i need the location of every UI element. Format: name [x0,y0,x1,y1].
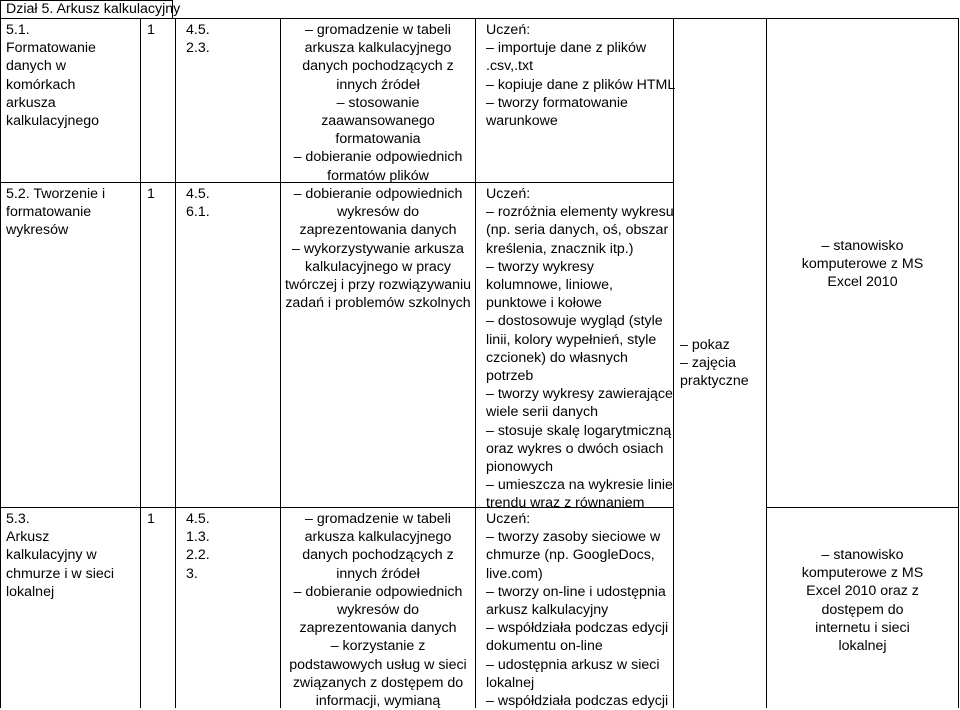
code-cell [186,185,210,221]
outcomes-line: punktowe i kołowe [486,295,602,312]
content-line: formatowania [335,131,421,148]
outcomes-line: kreślenia, znacznik itp.) [486,240,634,257]
outcomes-cell [486,510,668,710]
outcomes-line: potrzeb [486,368,534,385]
outcomes-line: linii, kolory wypełnień, style [486,331,657,348]
code-line: 1.3. [186,529,210,546]
topic-cell [6,21,99,130]
topic-line: wykresów [6,222,69,239]
methods-cell [680,336,749,391]
topic-line: formatowanie [6,204,92,221]
outcomes-line: kolumnowe, liniowe, [486,277,613,294]
topic-line: Formatowanie [6,40,96,57]
content-cell [281,185,475,312]
outcomes-line: wiele serii danych [486,404,598,421]
hours-cell: 1 [147,22,155,38]
methods-line: – zajęcia [680,355,736,372]
content-line: – dobieranie odpowiednich [293,186,463,202]
topic-line: 5.3. [6,511,30,527]
content-line: – dobieranie odpowiednich [293,149,463,166]
grid-line [140,18,141,708]
topic-line: 5.1. [6,22,30,38]
content-line: innych źródeł [336,565,420,582]
topic-line: kalkulacyjnego [6,113,100,130]
resources-line: dostępem do [821,601,904,618]
content-line: informacji, wymianą [315,693,441,710]
outcomes-line: trendu wraz z równaniem [486,495,645,512]
content-line: – dobieranie odpowiednich [293,583,463,600]
methods-line: praktyczne [680,373,749,390]
code-cell [186,510,210,583]
section-header: Dział 5. Arkusz kalkulacyjny [6,1,181,17]
code-line: 4.5. [186,186,210,202]
code-line: 3. [186,565,198,582]
grid-line [766,507,959,508]
topic-cell [6,185,105,240]
resources-line: lokalnej [838,638,887,655]
outcomes-line: – tworzy formatowanie [486,94,628,111]
outcomes-line: – importuje dane z plików [486,40,647,57]
topic-line: danych w [6,58,66,75]
content-line: związanych z dostępem do [292,674,464,691]
code-cell [186,21,210,57]
resources-line: Excel 2010 oraz z [806,583,919,600]
resources-cell [767,546,958,655]
outcomes-line: – współdziała podczas edycji [486,693,669,710]
outcomes-line: arkusz kalkulacyjny [486,602,609,619]
content-cell [281,21,475,185]
content-line: arkusza kalkulacyjnego [304,40,452,57]
resources-line: komputerowe z MS [801,256,924,273]
content-line: twórczej i przy rozwiązywaniu [284,277,472,294]
topic-line: Arkusz [6,529,50,546]
content-line: zaprezentowania danych [299,620,457,637]
code-line: 2.2. [186,547,210,564]
code-line: 6.1. [186,204,210,221]
content-line: – korzystanie z [330,638,426,655]
content-line: – stosowanie [336,94,420,111]
resources-line: internetu i sieci [815,619,910,636]
grid-line [0,0,1,708]
outcomes-line: czcionek) do własnych [486,349,628,366]
content-line: zadań i problemów szkolnych [285,295,471,312]
topic-line: chmurze i w sieci [6,565,115,582]
outcomes-line: Uczeń: [486,511,531,527]
outcomes-line: Uczeń: [486,186,531,202]
resources-line: komputerowe z MS [801,565,924,582]
content-line: innych źródeł [336,76,420,93]
outcomes-line: warunkowe [486,113,558,130]
hours-cell: 1 [147,511,155,527]
outcomes-line: – dostosowuje wygląd (style [486,313,663,330]
outcomes-cell [486,185,674,513]
hours-cell: 1 [147,186,155,202]
topic-line: komórkach [6,76,76,93]
outcomes-line: oraz wykres o dwóch osiach [486,440,664,457]
code-line: 4.5. [186,511,210,527]
content-line: zaawansowanego [321,113,435,130]
content-line: wykresów do [336,204,419,221]
content-line: arkusza kalkulacyjnego [304,529,452,546]
outcomes-line: chmurze (np. GoogleDocs, [486,547,655,564]
content-line: danych pochodzących z [302,58,454,75]
outcomes-line: – tworzy wykresy [486,258,594,275]
content-line: kalkulacyjnego w pracy [305,258,451,275]
topic-line: lokalnej [6,583,55,600]
outcomes-line: – tworzy zasoby sieciowe w [486,529,661,546]
outcomes-line: – stosuje skalę logarytmiczną [486,422,672,439]
resources-line: – stanowisko [821,547,904,563]
topic-line: 5.2. Tworzenie i [6,186,106,202]
outcomes-line: – kopiuje dane z plików HTML [486,76,676,93]
outcomes-cell [486,21,675,130]
code-line: 2.3. [186,40,210,57]
content-line: zaprezentowania danych [299,222,457,239]
outcomes-line: – tworzy wykresy zawierające [486,386,673,403]
topic-cell [6,510,114,601]
grid-line [175,18,176,708]
resources-cell [767,237,958,292]
methods-line: – pokaz [680,337,730,353]
grid-line [958,18,959,708]
outcomes-line: pionowych [486,459,554,476]
content-line: podstawowych usług w sieci [289,656,467,673]
outcomes-line: – tworzy on-line i udostępnia [486,583,666,600]
outcomes-line: – współdziała podczas edycji [486,620,669,637]
content-line: danych pochodzących z [302,547,454,564]
outcomes-line: – umieszcza na wykresie linie [486,477,673,494]
resources-line: – stanowisko [821,238,904,254]
outcomes-line: Uczeń: [486,22,531,38]
outcomes-line: live.com) [486,565,543,582]
outcomes-line: lokalnej [486,674,535,691]
outcomes-line: (np. seria danych, oś, obszar [486,222,669,239]
code-line: 4.5. [186,22,210,38]
topic-line: arkusza [6,94,56,111]
content-cell [281,510,475,710]
content-line: formatów plików [327,167,429,184]
content-line: wykresów do [336,602,419,619]
content-line: – gromadzenie w tabeli [305,511,451,527]
grid-line [475,18,476,708]
resources-line: Excel 2010 [827,274,898,291]
content-line: – wykorzystywanie arkusza [292,240,464,257]
topic-line: kalkulacyjny w [6,547,97,564]
outcomes-line: – udostępnia arkusz w sieci [486,656,660,673]
outcomes-line: dokumentu on-line [486,638,603,655]
content-line: – gromadzenie w tabeli [305,22,451,38]
outcomes-line: – rozróżnia elementy wykresu [486,204,674,221]
outcomes-line: .csv,.txt [486,58,534,75]
